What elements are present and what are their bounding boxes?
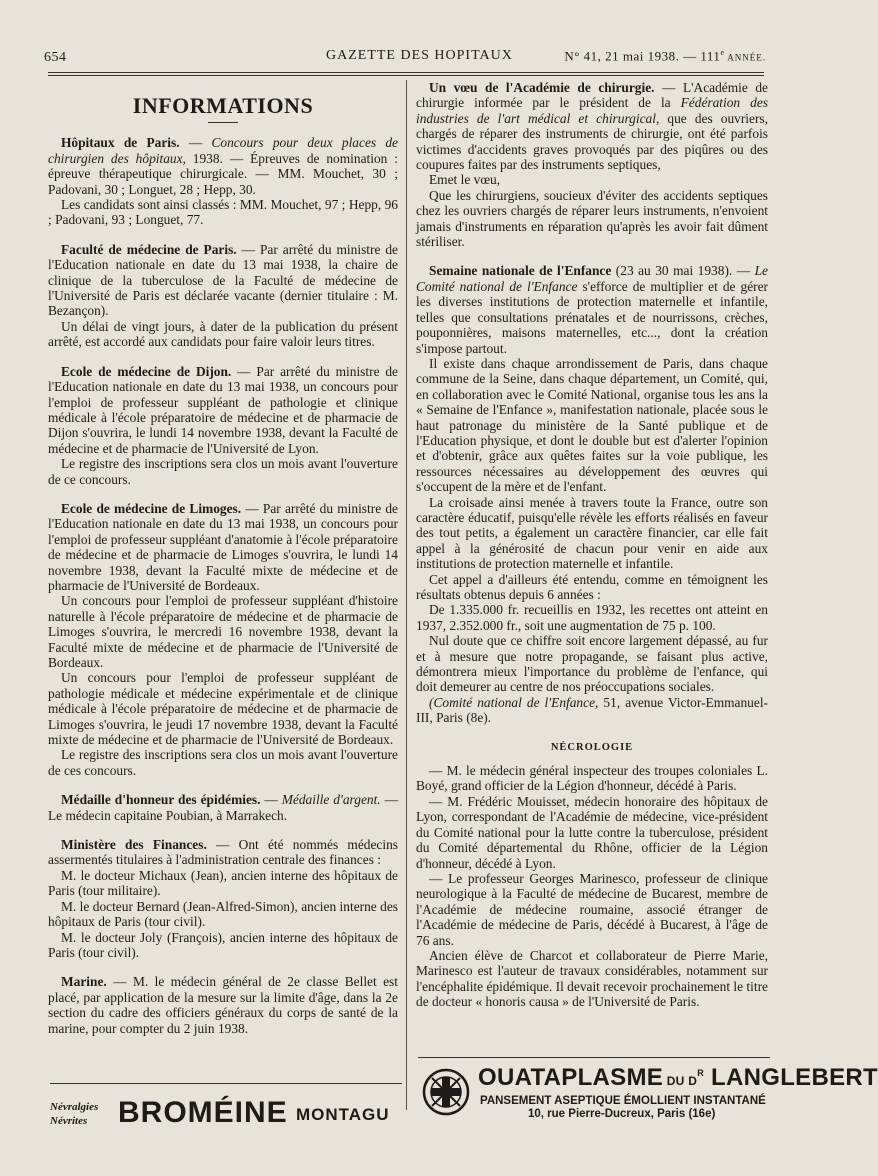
ad-product-name: OUATAPLASME DU $D^R$ LANGLEBERT xyxy=(478,1064,878,1091)
paragraph: Cet appel a d'ailleurs été entendu, comme en témoignent les résultats obtenus depuis 6 années : xyxy=(416,571,768,602)
paragraph: Que les chirurgiens, soucieux d'éviter des accidents septiques chez les ouvriers chargés de réparer leurs instruments, n'envoient jamais d'instruments en réparation qu'après les avoir fait dûment stériliser. xyxy=(416,187,768,250)
ad-tagline: PANSEMENT ASEPTIQUE ÉMOLLIENT INSTANTANÉ xyxy=(480,1095,766,1107)
article-medaille: Médaille d'honneur des épidémies. — Médaille d'argent. — Le médecin capitaine Poubian, à Marrakech. xyxy=(48,792,399,823)
paragraph: Un délai de vingt jours, à dater de la publication du présent arrêté, est accordé aux candidats pour faire valoir leurs titres. xyxy=(48,318,398,350)
header-rule xyxy=(48,72,764,73)
page-number: 654 xyxy=(44,50,67,65)
header-rule-2 xyxy=(48,75,764,76)
advert-bromeine xyxy=(50,1096,402,1146)
left-column xyxy=(48,90,398,1036)
column-divider xyxy=(406,80,407,1110)
article-dijon: Ecole de médecine de Dijon. — Par arrêté du ministre de l'Education nationale en date du 13 mai 1938, un concours pour l'emploi de professeur suppléant de pathologie et clinique médicale à l'école préparatoire de médecine et de pharmacie de Dijon s'ouvrira, le lundi 14 novembre 1938, devant la Faculté de médecine et de pharmacie de l'Université de Lyon. xyxy=(48,363,398,456)
paragraph: (Comité national de l'Enfance, 51, avenue Victor-Emmanuel-III, Paris (8e). xyxy=(416,694,768,726)
paragraph: M. le docteur Michaux (Jean), ancien interne des hôpitaux de Paris (tour militaire). xyxy=(48,867,398,899)
paragraph: Un concours pour l'emploi de professeur suppléant de pathologie médicale et médecine expérimentale et de clinique médicale à l'école préparatoire de médecine et de pharmacie de Limoges s'ouvrira, le jeudi 17 novembre 1938, devant la Faculté mixte de médecine et de pharmacie de l'Université de Bordeaux. xyxy=(48,670,398,748)
paragraph: La croisade ainsi menée à travers toute la France, outre son caractère éducatif, puisqu'elle révèle les efforts réalisés en faveur des tout petits, a également un caractère financier, car elle fait appel à la générosité de chacun pour venir en aide aux institutions de protection maternelle et infantile. xyxy=(416,494,768,572)
issue-info: N° 41, 21 mai 1938. — 111e ANNÉE. xyxy=(564,48,766,64)
right-column xyxy=(416,80,768,1010)
necro-item: — M. Frédéric Mouisset, médecin honoraire des hôpitaux de Lyon, correspondant de l'Académie de médecine, vice-président du Comité national pour la lutte contre la tuberculose, président du Comité départemental du Rhône, officier de la Légion d'honneur, décédé à Lyon. xyxy=(416,793,768,871)
article-faculte-paris: Faculté de médecine de Paris. — Par arrêté du ministre de l'Education nationale en date du 13 mai 1938, la chaire de clinique de la tuberculose de la Faculté de médecine de l'Université de Paris est déclarée vacante (dernier titulaire : M. Bezançon). xyxy=(48,241,398,319)
paragraph: Le registre des inscriptions sera clos un mois avant l'ouverture de ce concours. xyxy=(48,456,398,487)
paragraph: Nul doute que ce chiffre soit encore largement dépassé, au fur et à mesure que notre propagande, se faisant plus active, démontrera mieux l'importance du problème de l'enfance, qui doit demeurer au centre de nos préoccupations sociales. xyxy=(416,633,768,695)
ad-maker: MONTAGU xyxy=(296,1105,390,1124)
ad-brand: BROMÉINE xyxy=(118,1096,288,1129)
paragraph: Emet le vœu, xyxy=(429,172,501,188)
heading-rule xyxy=(208,122,238,123)
ad-address: 10, rue Pierre-Ducreux, Paris (16e) xyxy=(528,1108,716,1120)
paragraph: Il existe dans chaque arrondissement de Paris, dans chaque commune de la Seine, dans chaque département, un Comité, qui, en collaboration avec le Comité National, organise tous les ans la « Semaine de l'Enfance », manifestation nationale, placée sous le haut patronage du ministère de la Santé publique et de l'Education physique, et dont le double but est d'alerter l'opinion et d'obtenir, grâce aux quêtes faites sur la voie publique, les ressources nécessaires au développement des œuvres qui s'occupent de la mère et de l'enfant. xyxy=(416,355,768,495)
paragraph: Le registre des inscriptions sera clos un mois avant l'ouverture de ces concours. xyxy=(48,747,398,778)
paragraph: Les candidats sont ainsi classés : MM. Mouchet, 97 ; Hepp, 96 ; Padovani, 93 ; Longuet, 77. xyxy=(48,197,398,228)
article-voeu: Un vœu de l'Académie de chirurgie. — L'Académie de chirurgie informée par le président de la Fédération des industries de l'art médical et chirurgical, que des ouvriers, chargés de réparer des instruments de chirurgie, ont été parfois victimes d'accidents graves provoqués par des piqûres ou des coupures faites par des instruments septiques, xyxy=(416,80,768,173)
necrologie-heading: NÉCROLOGIE xyxy=(550,741,634,753)
page-header xyxy=(44,46,766,68)
journal-title: GAZETTE DES HOPITAUX xyxy=(326,48,513,63)
cross-emblem-icon xyxy=(422,1068,470,1116)
article-hopitaux: Hôpitaux de Paris. — Concours pour deux places de chirurgien des hôpitaux, 1938. — Épreuves de nomination : épreuve thérapeutique chirurgicale. — MM. Mouchet, 30 ; Padovani, 30 ; Longuet, 28 ; Hepp, 30. xyxy=(48,135,398,197)
advert-ouataplasme xyxy=(418,1064,878,1128)
article-marine: Marine. — M. le médecin général de 2e classe Bellet est placé, par application de la mesure sur la limite d'âge, dans la 2e section du cadre des officiers généraux du corps de santé de la marine, pour compter du 2 juin 1938. xyxy=(48,974,398,1036)
paragraph: M. le docteur Bernard (Jean-Alfred-Simon), ancien interne des hôpitaux de Paris (tour civil). xyxy=(48,898,398,930)
necro-item: — M. le médecin général inspecteur des troupes coloniales L. Boyé, grand officier de la Légion d'honneur, décédé à Paris. xyxy=(416,763,768,794)
paragraph: Un concours pour l'emploi de professeur suppléant d'histoire naturelle à l'école préparatoire de médecine et de pharmacie de Limoges s'ouvrira, le mercredi 16 novembre 1938, devant la Faculté mixte de médecine et de pharmacie de l'Université de Bordeaux. xyxy=(48,593,398,670)
ad-rule-right xyxy=(418,1057,770,1058)
section-heading: INFORMATIONS xyxy=(132,93,314,118)
necro-item: — Le professeur Georges Marinesco, professeur de clinique neurologique à la Faculté de médecine de Bucarest, membre de l'Académie de médecine roumaine, associé étranger de l'Académie de médecine de Paris, décédé à Bucarest, à l'âge de 76 ans. xyxy=(416,870,768,948)
paragraph: M. le docteur Joly (François), ancien interne des hôpitaux de Paris (tour civil). xyxy=(48,929,398,960)
article-limoges: Ecole de médecine de Limoges. — Par arrêté du ministre de l'Education nationale en date du 13 mai 1938, un concours pour l'emploi de professeur suppléant d'anatomie à l'école préparatoire de médecine et de pharmacie de Limoges s'ouvrira, le lundi 14 novembre 1938, devant la Faculté mixte de médecine et de pharmacie de l'Université de Bordeaux. xyxy=(48,500,398,593)
article-finances: Ministère des Finances. — Ont été nommés médecins assermentés titulaires à l'administration centrale des finances : xyxy=(48,837,398,868)
paragraph: De 1.335.000 fr. recueillis en 1932, les recettes ont atteint en 1937, 2.352.000 fr., soit une augmentation de 75 p. 100. xyxy=(416,602,768,633)
article-enfance: Semaine nationale de l'Enfance (23 au 30 mai 1938). — Le Comité national de l'Enfance s'efforce de multiplier et de gérer les diverses institutions de protection maternelle et infantile, telles que consultations prénatales et de nourrissons, crèches, pouponnières, maisons maternelles, etc..., dont la création s'impose partout. xyxy=(416,263,768,356)
paragraph: Ancien élève de Charcot et collaborateur de Pierre Marie, Marinesco est l'auteur de travaux considérables, notamment sur l'encéphalite épidémique. Il devait recevoir prochainement le titre de docteur « honoris causa » de l'Université de Paris. xyxy=(416,947,768,1010)
ad-rule-left xyxy=(50,1083,402,1084)
ad-indications: Névralgies Névrites xyxy=(50,1101,99,1127)
